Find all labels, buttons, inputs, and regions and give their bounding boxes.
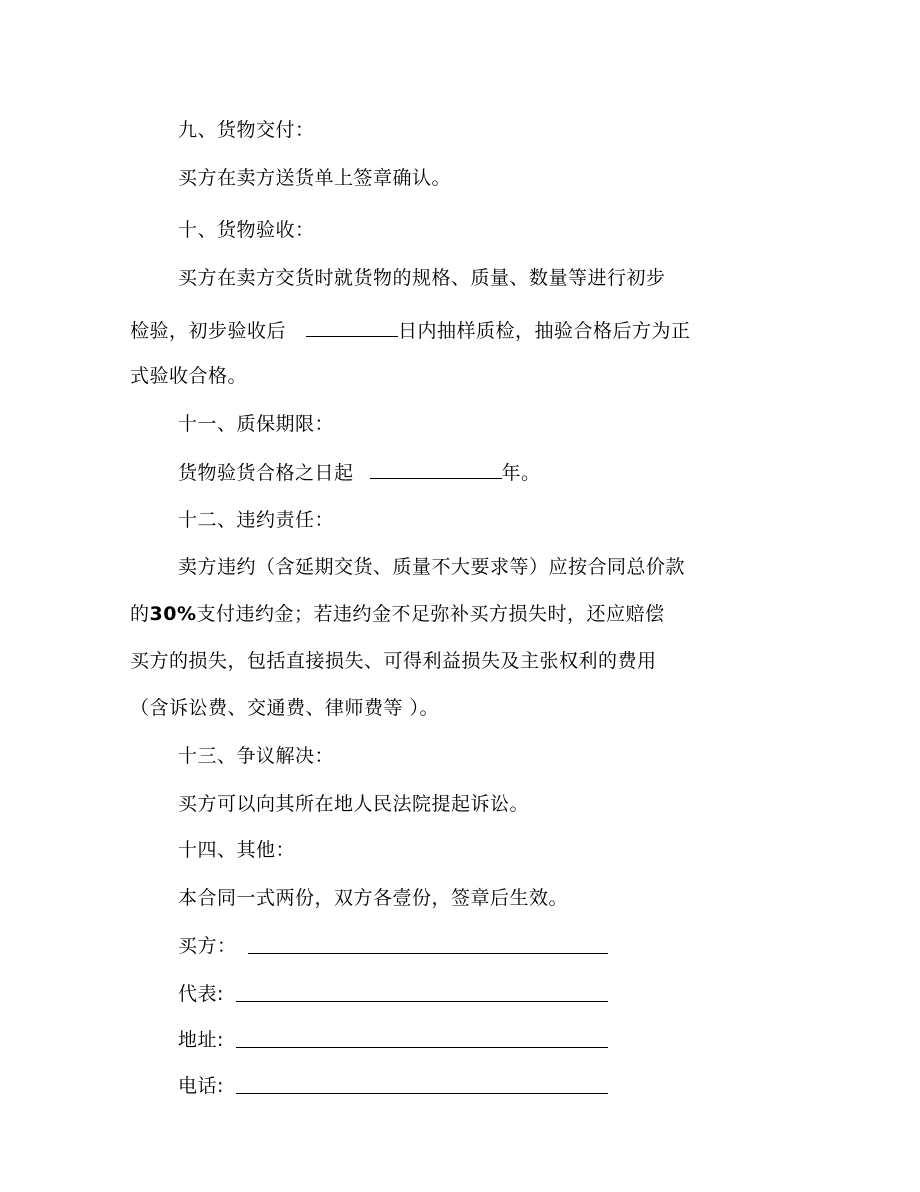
section-warranty-heading: 十一、质保期限： — [178, 413, 335, 435]
signature-phone-blank[interactable] — [236, 1075, 608, 1094]
section-delivery-heading: 九、货物交付： — [178, 119, 315, 141]
section-acceptance-heading: 十、货物验收： — [178, 219, 315, 241]
acceptance-days-blank[interactable] — [306, 318, 398, 337]
warranty-prefix: 货物验货合格之日起 — [178, 462, 354, 484]
signature-address-blank[interactable] — [236, 1029, 608, 1048]
section-breach-heading: 十二、违约责任： — [178, 509, 335, 531]
section-dispute-body: 买方可以向其所在地人民法院提起诉讼。 — [178, 793, 530, 815]
section-delivery-body: 买方在卖方送货单上签章确认。 — [178, 167, 452, 189]
acceptance-line2-prefix: 检验，初步验收后 — [130, 320, 287, 342]
signature-buyer-label: 买方： — [178, 935, 237, 957]
signature-phone-label: 电话: — [178, 1075, 224, 1097]
section-breach-line3: 买方的损失，包括直接损失、可得利益损失及主张权利的费用 — [130, 650, 657, 672]
breach-line2-prefix: 的 — [130, 603, 150, 625]
section-warranty-line — [178, 460, 541, 485]
section-dispute-heading: 十三、争议解决： — [178, 745, 335, 767]
acceptance-line2-suffix: 日内抽样质检，抽验合格后方为正 — [398, 320, 691, 342]
signature-rep-blank[interactable] — [236, 983, 608, 1002]
section-breach-line4: （含诉讼费、交通费、律师费等 ）。 — [130, 697, 440, 719]
breach-line2-suffix: 支付违约金；若违约金不足弥补买方损失时，还应赔偿 — [196, 603, 665, 625]
signature-rep-label: 代表: — [178, 983, 224, 1005]
section-breach-line1: 卖方违约（含延期交货、质量不大要求等）应按合同总价款 — [178, 556, 686, 578]
section-breach-line2 — [130, 602, 665, 626]
section-acceptance-line2 — [130, 318, 691, 343]
signature-address-label: 地址: — [178, 1029, 224, 1051]
warranty-years-blank[interactable] — [370, 460, 502, 479]
section-other-body: 本合同一式两份，双方各壹份，签章后生效。 — [178, 887, 569, 909]
section-acceptance-line1: 买方在卖方交货时就货物的规格、质量、数量等进行初步 — [178, 267, 666, 289]
signature-buyer-blank[interactable] — [248, 935, 608, 954]
breach-percent: 30% — [149, 603, 197, 625]
warranty-suffix: 年。 — [501, 462, 541, 484]
section-acceptance-line3: 式验收合格。 — [130, 365, 248, 387]
section-other-heading: 十四、其他： — [178, 839, 296, 861]
